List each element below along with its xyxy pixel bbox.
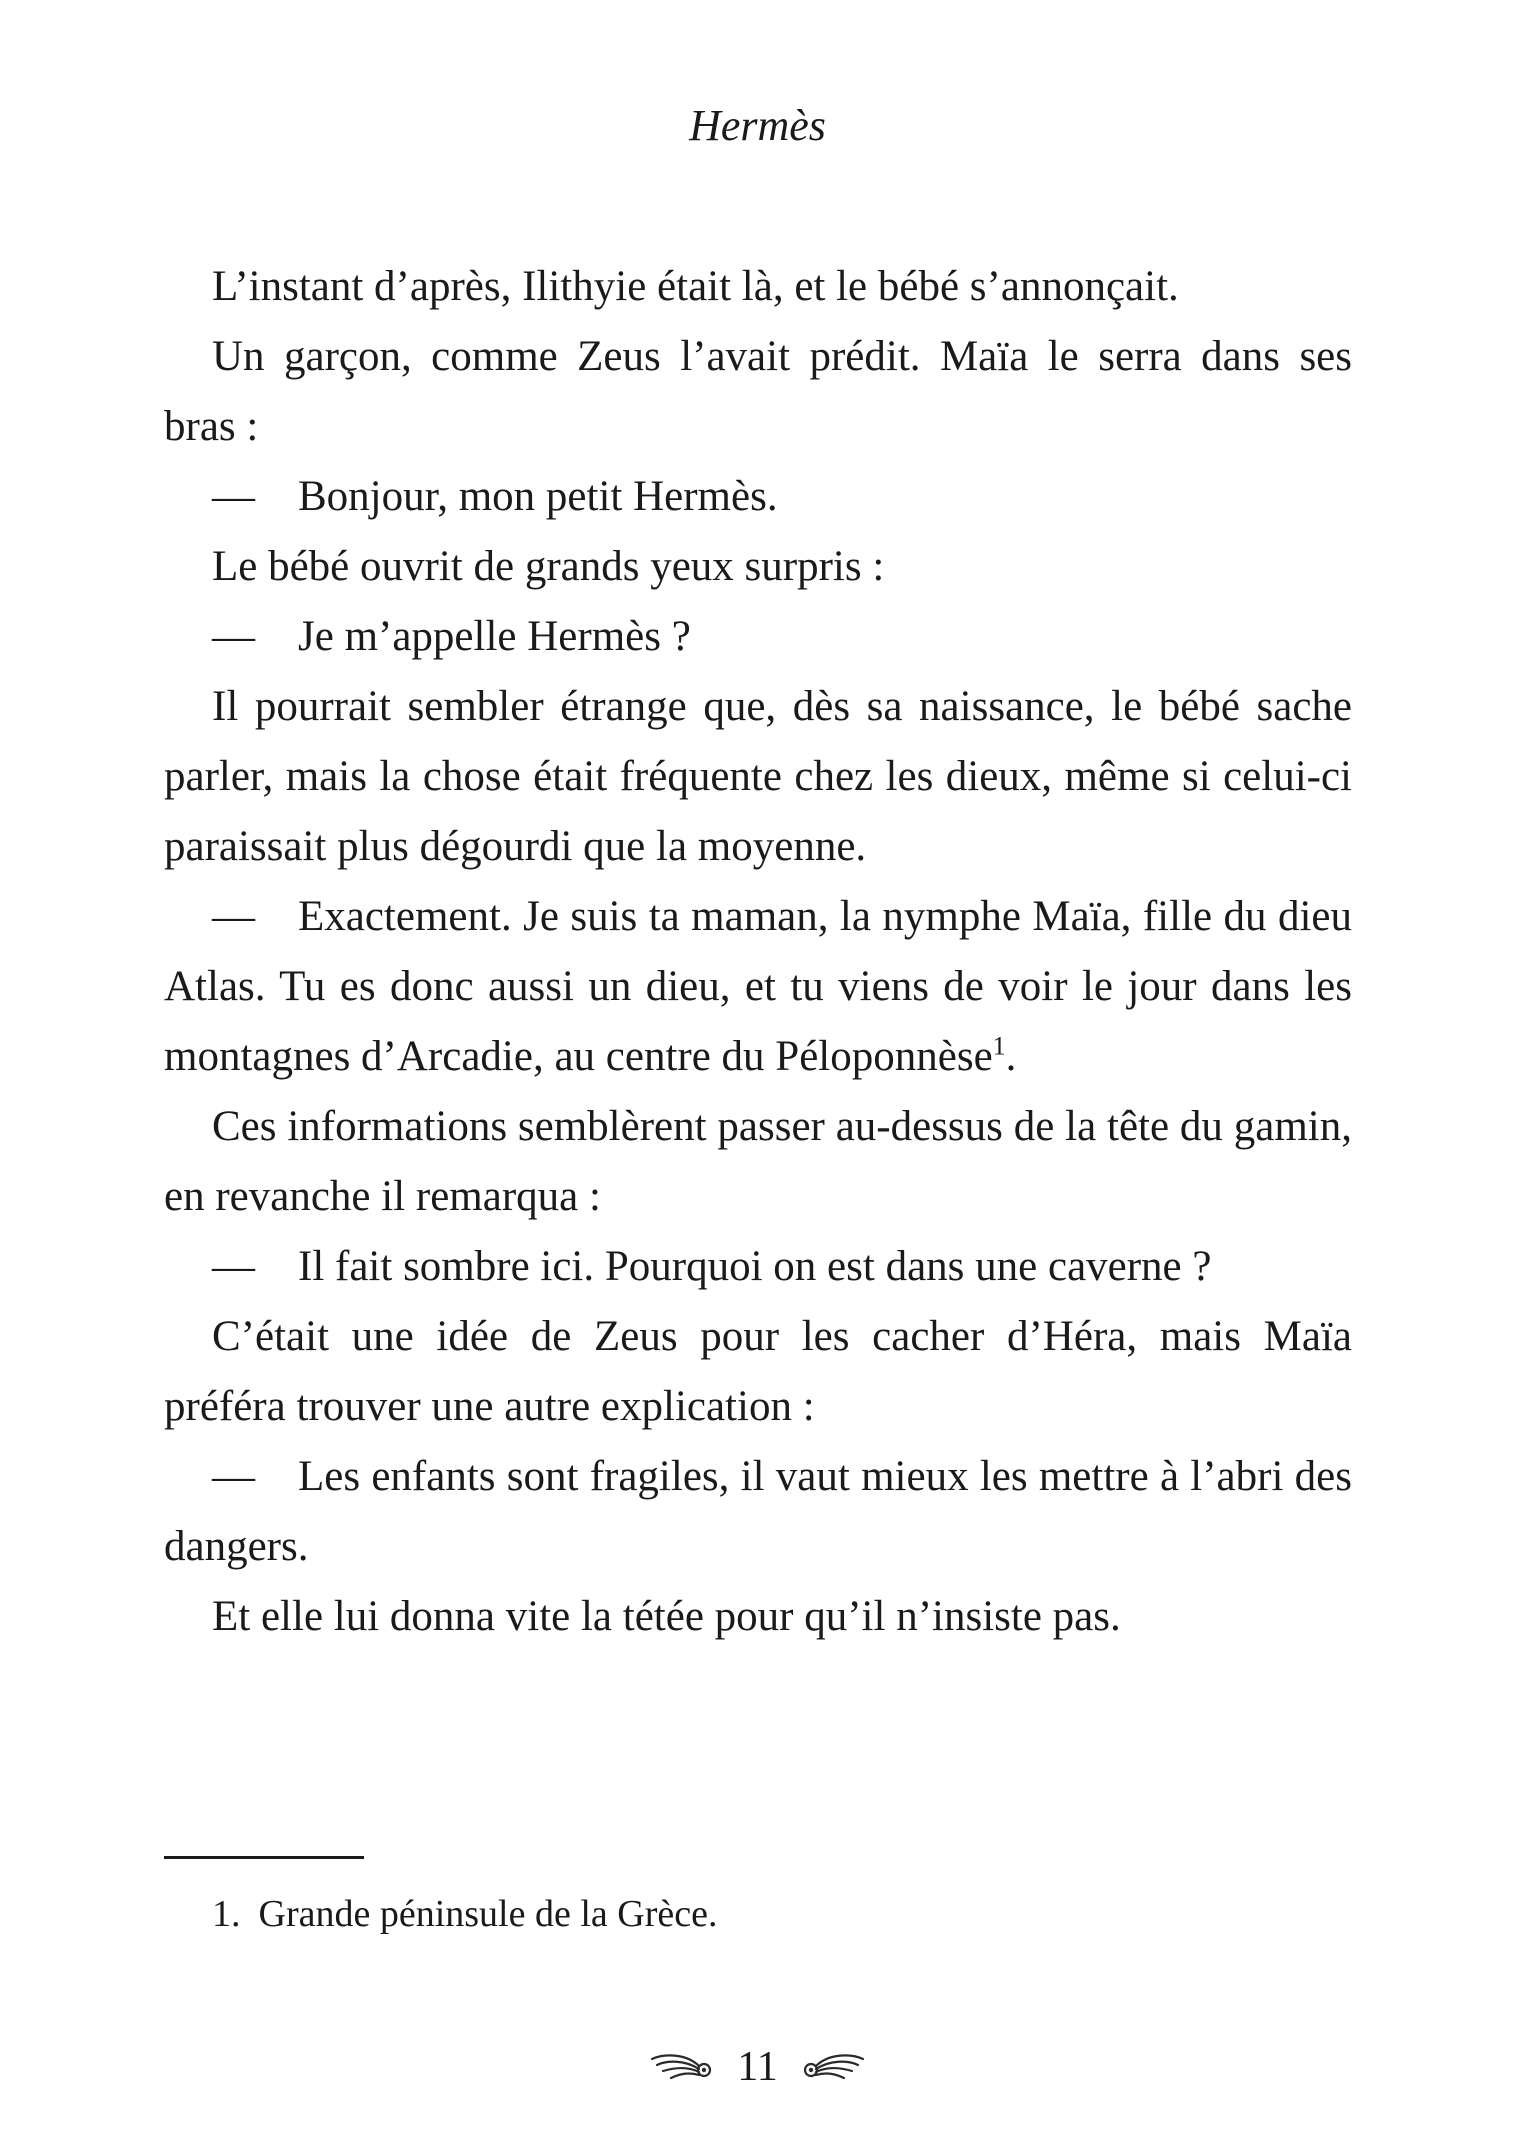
paragraph-dialogue: — Je m’appelle Hermès ?	[212, 613, 691, 660]
footnote	[164, 1888, 1352, 1941]
page-footer	[0, 2046, 1515, 2088]
winged-sandal-left-icon	[649, 2052, 715, 2082]
paragraph: Et elle lui donna vite la tétée pour qu’il n’insiste pas.	[212, 1593, 1121, 1640]
footnote-separator	[164, 1856, 364, 1859]
paragraph-dialogue: — Bonjour, mon petit Hermès.	[212, 473, 778, 520]
paragraph: Le bébé ouvrit de grands yeux surpris :	[212, 543, 885, 590]
paragraph-dialogue	[164, 882, 1352, 1092]
footnote-marker: 1.	[212, 1893, 241, 1935]
paragraph: Il pourrait sembler étrange que, dès sa naissance, le bébé sache parler, mais la chose était fréquente chez les dieux, même si celui-ci paraissait plus dégourdi que la moyenne.	[164, 683, 1352, 870]
footnote-text: Grande péninsule de la Grèce.	[258, 1893, 718, 1935]
footnote-ref: 1	[992, 1031, 1006, 1061]
paragraph-dialogue: — Il fait sombre ici. Pourquoi on est dans une caverne ?	[212, 1243, 1212, 1290]
running-head-title: Hermès	[689, 101, 826, 150]
winged-sandal-right-icon	[800, 2052, 866, 2082]
paragraph-text: — Exactement. Je suis ta maman, la nymphe Maïa, fille du dieu Atlas. Tu es donc aussi un dieu, et tu viens de voir le jour dans les montagnes d’Arcadie, au centre du Péloponnèse	[164, 893, 1352, 1080]
paragraph-dialogue: — Les enfants sont fragiles, il vaut mieux les mettre à l’abri des dangers.	[164, 1453, 1352, 1570]
paragraph: C’était une idée de Zeus pour les cacher d’Héra, mais Maïa préféra trouver une autre explication :	[164, 1313, 1352, 1430]
paragraph: L’instant d’après, Ilithyie était là, et le bébé s’annonçait.	[212, 263, 1179, 310]
page-number: 11	[737, 2044, 778, 2090]
paragraph: Ces informations semblèrent passer au-dessus de la tête du gamin, en revanche il remarqua :	[164, 1103, 1352, 1220]
body-text-block	[164, 252, 1352, 1652]
paragraph-text-after: .	[1005, 1033, 1017, 1080]
paragraph: Un garçon, comme Zeus l’avait prédit. Maïa le serra dans ses bras :	[164, 333, 1352, 450]
